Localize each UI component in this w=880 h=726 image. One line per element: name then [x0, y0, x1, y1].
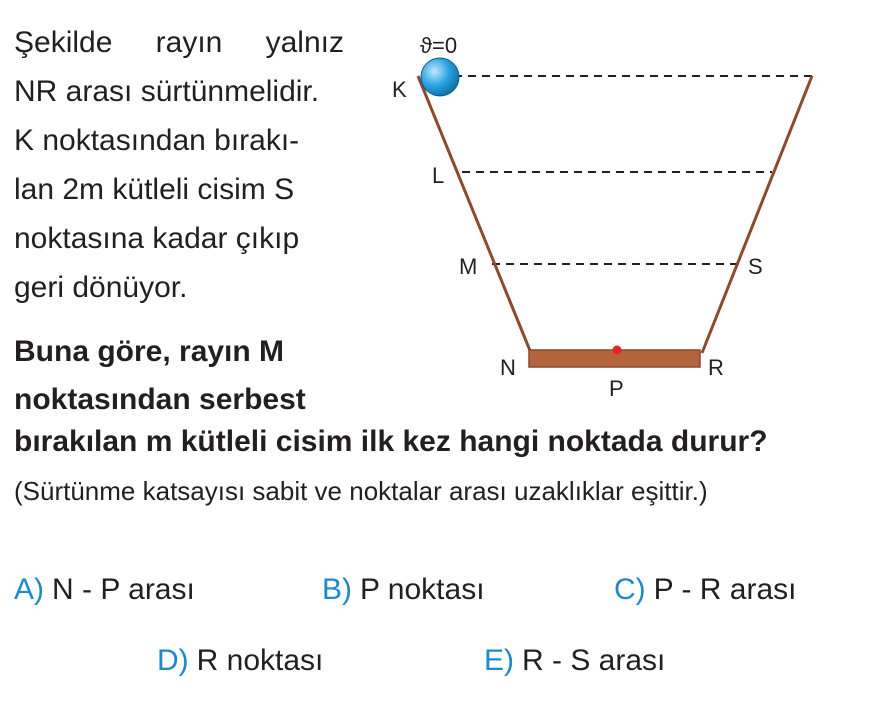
point-label-r: R [708, 355, 724, 380]
option-letter: B) [322, 573, 352, 606]
friction-note: (Sürtünme katsayısı sabit ve noktalar arası uzaklıklar eşittir.) [14, 476, 708, 506]
point-p-dot [613, 346, 622, 355]
option-text: R - S arası [522, 644, 666, 677]
option-d[interactable] [157, 644, 323, 678]
left-ramp [418, 76, 531, 353]
ball [421, 58, 459, 96]
option-letter: D) [157, 644, 189, 677]
intro-line: geri dönüyor. [14, 271, 188, 304]
option-e[interactable] [484, 644, 665, 678]
question-line: noktasından serbest [14, 383, 306, 416]
option-b[interactable] [322, 573, 485, 607]
intro-line: K noktasından bırakı- [14, 124, 300, 157]
intro-line: lan 2m kütleli cisim S [14, 173, 295, 206]
question-line: Buna göre, rayın M [14, 335, 285, 368]
option-text: P noktası [360, 573, 485, 606]
point-label-l: L [432, 163, 445, 188]
point-label-m: M [459, 254, 478, 279]
velocity-label: ϑ=0 [420, 33, 458, 58]
option-c[interactable] [614, 573, 796, 607]
option-text: R noktası [196, 644, 324, 677]
point-label-p: P [609, 376, 624, 401]
intro-line: NR arası sürtünmelidir. [14, 75, 320, 108]
option-letter: A) [14, 573, 44, 606]
point-label-s: S [748, 254, 763, 279]
option-letter: C) [614, 573, 646, 606]
option-letter: E) [484, 644, 514, 677]
option-text: P - R arası [653, 573, 797, 606]
right-ramp [702, 76, 812, 353]
option-a[interactable] [14, 573, 195, 607]
question-line: bırakılan m kütleli cisim ilk kez hangi noktada durur? [14, 425, 768, 458]
point-label-k: K [392, 77, 407, 102]
intro-line: noktasına kadar çıkıp [14, 222, 300, 255]
point-label-n: N [500, 355, 516, 380]
intro-line: Şekilde rayın yalnız [14, 26, 344, 59]
option-text: N - P arası [52, 573, 195, 606]
